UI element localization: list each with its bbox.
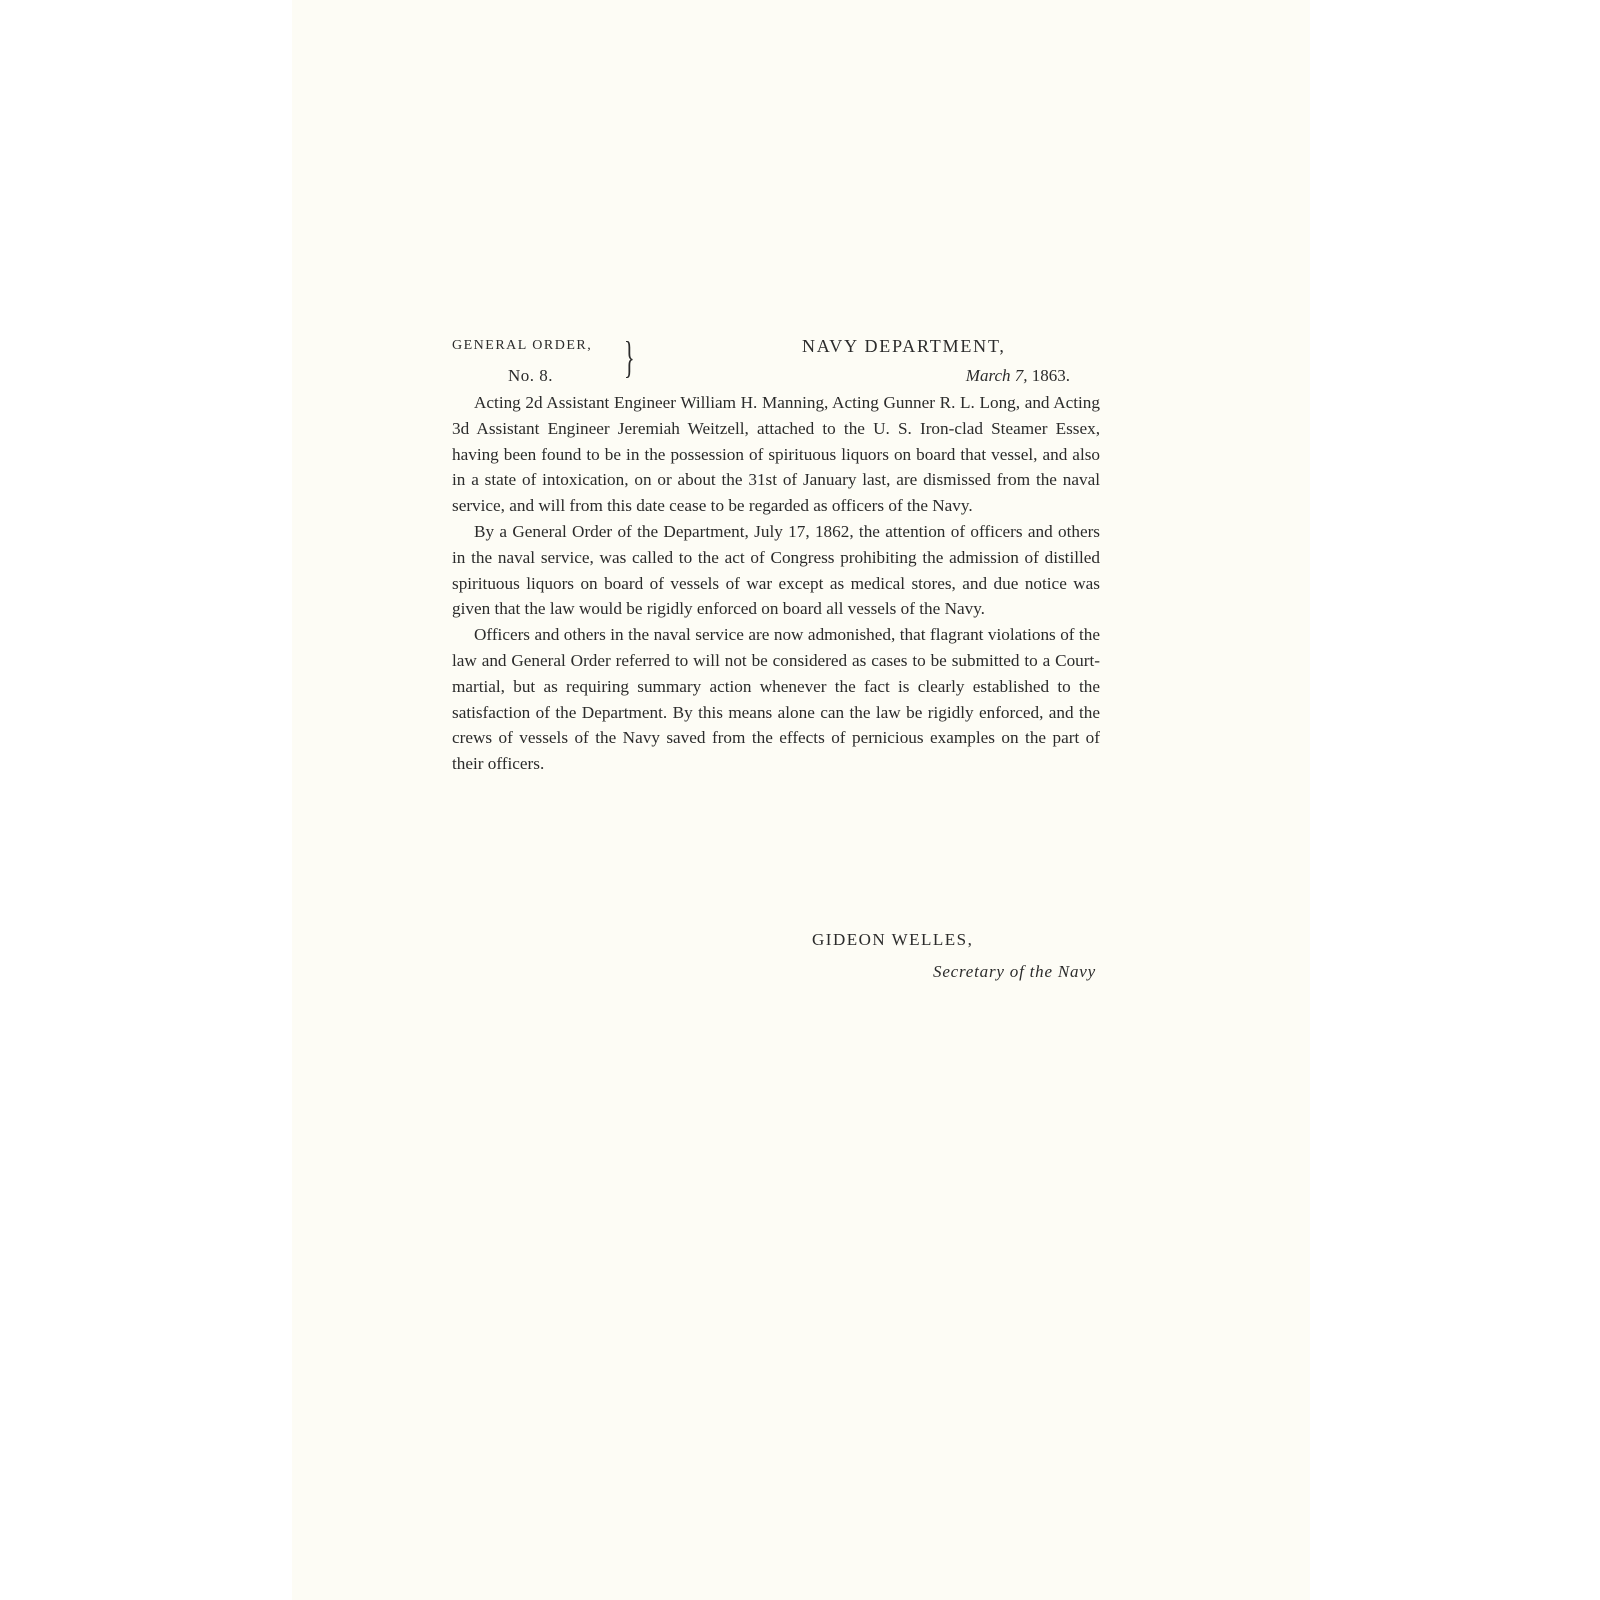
order-date: [966, 366, 1070, 386]
paragraph-prior-order: By a General Order of the Department, July 17, 1862, the attention of officers and others in the naval service, was called to the act of Congress prohibiting the admission of distilled spirituous liquors on board of vessels of war except as medical stores, and due notice was given that the law would be rigidly enforced on board all vessels of the Navy.: [452, 521, 1100, 619]
order-body: [452, 390, 1100, 777]
date-month-day: March 7,: [965, 366, 1028, 385]
brace-ornament: }: [624, 333, 635, 382]
order-number: No. 8.: [508, 366, 554, 385]
order-label: GENERAL ORDER,: [452, 338, 593, 353]
document-page: [292, 0, 1310, 1600]
general-order: [452, 330, 1100, 981]
signature-title: Secretary of the Navy: [933, 962, 1096, 981]
date-year: 1863.: [1031, 366, 1070, 385]
paragraph-dismissal: Acting 2d Assistant Engineer William H. Manning, Acting Gunner R. L. Long, and Acting 3d Assistant Engineer Jeremiah Weitzell, attached to the U. S. Iron-clad Steamer Essex, having been found to be in the possession of spirituous liquors on board that vessel, and also in a state of intoxication, on or about the 31st of January last, are dismissed from the naval service, and will from this date cease to be regarded as officers of the Navy.: [452, 393, 1100, 516]
paragraph-admonition: Officers and others in the naval service are now admonished, that flagrant violations of the law and General Order referred to will not be considered as cases to be submitted to a Court-martial, but as requiring summary action whenever the fact is clearly established to the satisfaction of the Department. By this means alone can the law be rigidly enforced, and the crews of vessels of the Navy saved from the effects of pernicious examples on the part of their officers.: [452, 625, 1100, 774]
department-name: NAVY DEPARTMENT,: [802, 336, 1006, 356]
signature-name: GIDEON WELLES,: [812, 930, 974, 949]
order-header: [452, 330, 1100, 390]
